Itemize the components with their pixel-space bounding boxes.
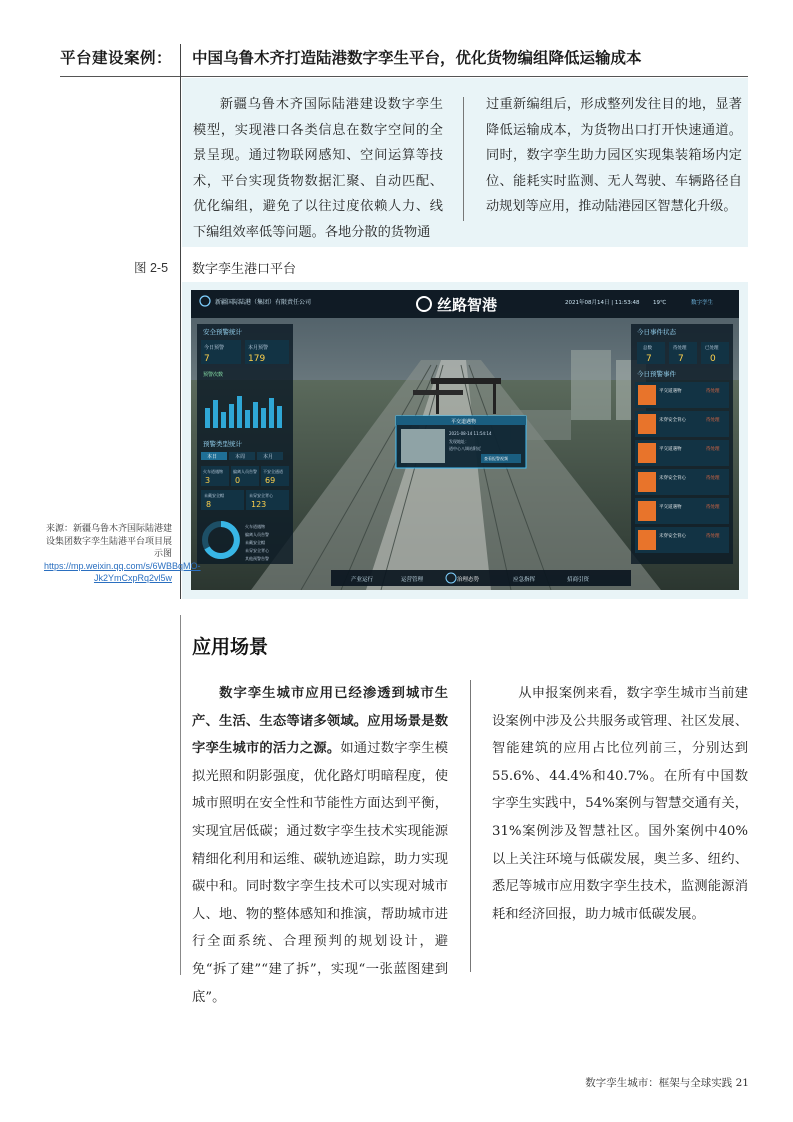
section-lead: 数字孪生城市应用已经渗透到城市生产、生活、生态等诸多领域。应用场景是数字孪生城市的活力之源。 bbox=[192, 686, 448, 757]
svg-text:未穿安全背心: 未穿安全背心 bbox=[659, 534, 686, 539]
page-number: 21 bbox=[735, 1077, 749, 1089]
svg-text:今日预警: 今日预警 bbox=[204, 345, 225, 351]
svg-text:8: 8 bbox=[206, 500, 212, 509]
svg-text:火车道遇物: 火车道遇物 bbox=[245, 524, 265, 529]
left-panel-title: 安全预警统计 bbox=[203, 328, 242, 336]
svg-text:不安全通道: 不安全通道 bbox=[263, 469, 283, 474]
right-panel-title: 今日事件状态 bbox=[637, 328, 676, 336]
svg-text:发现地址：: 发现地址： bbox=[449, 439, 469, 444]
source-link[interactable]: https://mp.weixin.qq.com/s/6WBBqMO-Jk2YmCxpRq2vl5w bbox=[44, 560, 201, 583]
svg-text:平交道遇物: 平交道遇物 bbox=[659, 389, 682, 394]
section-text-left bbox=[192, 680, 448, 1011]
svg-text:平交道遇物: 平交道遇物 bbox=[659, 505, 682, 510]
page-footer bbox=[585, 1075, 749, 1090]
svg-text:未穿安全背心: 未穿安全背心 bbox=[659, 418, 686, 423]
svg-text:待处理: 待处理 bbox=[706, 505, 720, 510]
svg-text:待处理: 待处理 bbox=[706, 418, 720, 423]
header-divider bbox=[60, 76, 748, 77]
figure-image bbox=[191, 290, 739, 590]
svg-text:待处理: 待处理 bbox=[706, 389, 720, 394]
svg-text:未穿安全背心: 未穿安全背心 bbox=[249, 493, 273, 498]
svg-text:偏离人员告警: 偏离人员告警 bbox=[245, 532, 269, 537]
svg-text:3: 3 bbox=[205, 476, 211, 485]
events-title: 今日预警事件 bbox=[637, 370, 676, 378]
svg-text:待处理: 待处理 bbox=[706, 534, 720, 539]
dashboard-screenshot bbox=[191, 290, 739, 590]
svg-text:其他预警告警: 其他预警告警 bbox=[245, 556, 269, 561]
svg-text:7: 7 bbox=[678, 354, 684, 364]
svg-text:总数: 总数 bbox=[643, 346, 652, 351]
org-name: 新疆国际陆港（集团）有限责任公司 bbox=[215, 299, 312, 306]
brand-title: 丝路智港 bbox=[437, 296, 498, 314]
datetime: 2021年08月14日 | 11:53:48 bbox=[565, 300, 640, 306]
case-text-left: 新疆乌鲁木齐国际陆港建设数字孪生模型，实现港口各类信息在数字空间的全景呈现。通过物联网感知、空间运算等技术，平台实现货物数据汇聚、自动匹配、优化编组，避免了以往过度依赖人力、线下编组效率低等问题。各地分散的货物通 bbox=[193, 97, 443, 240]
svg-text:0: 0 bbox=[710, 354, 716, 364]
svg-text:偏离人员告警: 偏离人员告警 bbox=[233, 469, 257, 474]
svg-text:预警次数: 预警次数 bbox=[203, 372, 224, 378]
svg-text:7: 7 bbox=[646, 354, 652, 364]
weather: 19℃ bbox=[653, 300, 667, 306]
svg-text:已处理: 已处理 bbox=[705, 346, 719, 351]
svg-text:2021-08-14 11:54:14: 2021-08-14 11:54:14 bbox=[449, 431, 492, 436]
svg-text:待处理: 待处理 bbox=[673, 346, 687, 351]
svg-text:道中心八调站附近: 道中心八调站附近 bbox=[449, 446, 481, 451]
svg-text:平交道遇物: 平交道遇物 bbox=[659, 447, 682, 452]
figure-label: 图 2-5 bbox=[134, 261, 169, 275]
figure-source bbox=[44, 522, 201, 585]
section-left-body: 如通过数字孪生模拟光照和阴影强度，优化路灯明暗程度，使城市照明在安全性和节能性方面达到平衡，实现宜居低碳；通过数字孪生技术实现能源精细化利用和运维、碳轨迹追踪，助力实现碳中和。同时数字孪生技术可以实现对城市人、地、物的整体感知和推演，帮助城市进行全面系统、合理预判的规划设计，避免“拆了建”“建了拆”，实现“一张蓝图建到底”。 bbox=[192, 741, 449, 1005]
svg-text:查看报警视频: 查看报警视频 bbox=[484, 456, 508, 461]
svg-text:火车道遇物: 火车道遇物 bbox=[203, 469, 223, 474]
case-column-divider bbox=[463, 97, 464, 221]
svg-text:0: 0 bbox=[235, 476, 241, 485]
svg-text:69: 69 bbox=[265, 476, 276, 485]
svg-text:待处理: 待处理 bbox=[706, 476, 720, 481]
nav-operations: 运营管理 bbox=[401, 577, 424, 583]
svg-text:本日: 本日 bbox=[207, 454, 218, 460]
nav-industry: 产业运行 bbox=[351, 577, 374, 583]
figure-title: 数字孪生港口平台 bbox=[192, 262, 297, 277]
svg-text:未穿安全背心: 未穿安全背心 bbox=[245, 548, 269, 553]
footer-text: 数字孪生城市：框架与全球实践 bbox=[585, 1077, 733, 1089]
svg-text:未戴安全帽: 未戴安全帽 bbox=[245, 540, 265, 545]
svg-text:123: 123 bbox=[251, 500, 267, 509]
case-title: 中国乌鲁木齐打造陆港数字孪生平台，优化货物编组降低运输成本 bbox=[192, 48, 642, 67]
svg-text:未穿安全背心: 未穿安全背心 bbox=[659, 476, 686, 481]
svg-text:本月: 本月 bbox=[263, 454, 274, 460]
nav-investment: 招商引资 bbox=[567, 577, 590, 583]
section-text-right: 从申报案例来看，数字孪生城市当前建设案例中涉及公共服务或管理、社区发展、智能建筑的应用占比位列前三，分别达到55.6%、44.4%和40.7%。在所有中国数字孪生实践中，54%案例与智慧交通有关，31%案例涉及智慧社区。国外案例中40%以上关注环境与低碳发展，奥兰多、纽约、悉尼等城市应用数字孪生技术，监测能源消耗和经济回报，助力城市低碳发展。 bbox=[492, 686, 748, 922]
svg-text:179: 179 bbox=[248, 354, 266, 364]
nav-governance: 治理态势 bbox=[457, 577, 480, 583]
top-right-logo: 数字孪生 bbox=[691, 300, 714, 306]
section-label: 平台建设案例： bbox=[60, 48, 173, 67]
margin-rule-lower bbox=[180, 615, 181, 975]
svg-text:本月预警: 本月预警 bbox=[248, 345, 269, 351]
svg-text:本周: 本周 bbox=[235, 454, 246, 460]
popup-title: 平交道遇物 bbox=[451, 419, 477, 425]
section-column-divider bbox=[470, 680, 471, 972]
section-title: 应用场景 bbox=[192, 636, 269, 658]
svg-text:7: 7 bbox=[204, 354, 210, 364]
case-text-right: 过重新编组后，形成整列发往目的地，显著降低运输成本，为货物出口打开快速通道。同时，数字孪生助力园区实现集装箱场内定位、能耗实时监测、无人驾驶、车辆路径自动规划等应用，推动陆港园区智慧化升级。 bbox=[486, 97, 742, 214]
nav-emergency: 应急指挥 bbox=[513, 577, 536, 583]
svg-text:待处理: 待处理 bbox=[706, 447, 720, 452]
source-text: 来源：新疆乌鲁木齐国际陆港建设集团数字孪生陆港平台项目展示图 bbox=[45, 523, 172, 558]
type-title: 预警类型统计 bbox=[203, 440, 242, 448]
svg-text:未戴安全帽: 未戴安全帽 bbox=[204, 493, 224, 498]
margin-rule bbox=[180, 44, 181, 599]
